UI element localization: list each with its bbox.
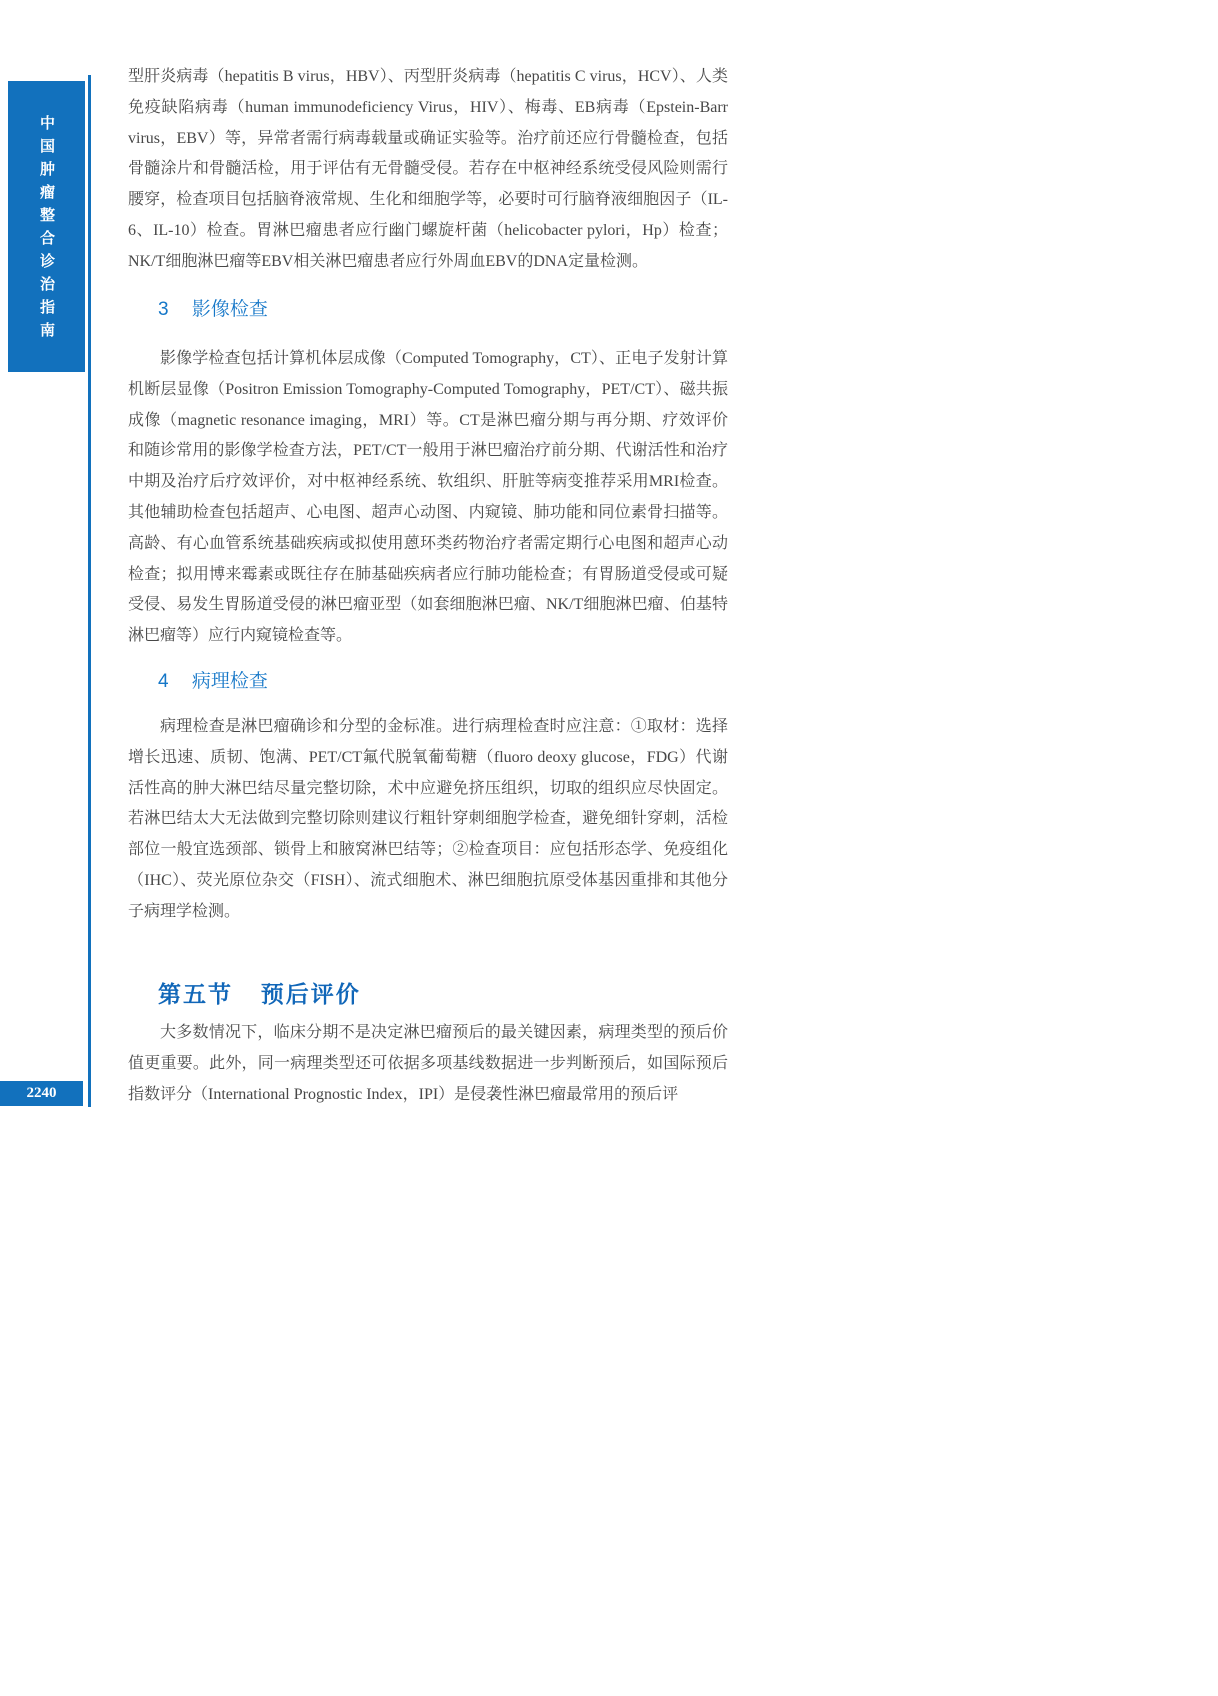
page-number-badge — [0, 1081, 83, 1106]
vertical-divider-rule — [88, 75, 91, 1107]
paragraph-pathology-examination: 病理检查是淋巴瘤确诊和分型的金标准。进行病理检查时应注意：①取材：选择增长迅速、质韧、饱满、PET/CT氟代脱氧葡萄糖（fluoro deoxy glucose，FDG）代谢活性高的肿大淋巴结尽量完整切除，术中应避免挤压组织，切取的组织应尽快固定。若淋巴结太大无法做到完整切除则建议行粗针穿刺细胞学检查，避免细针穿刺，活检部位一般宜选颈部、锁骨上和腋窝淋巴结等；②检查项目：应包括形态学、免疫组化（IHC）、荧光原位杂交（FISH）、流式细胞术、淋巴细胞抗原受体基因重排和其他分子病理学检测。 — [128, 718, 728, 920]
heading-title: 病理检查 — [191, 671, 268, 692]
paragraph-prognosis-evaluation: 大多数情况下，临床分期不是决定淋巴瘤预后的最关键因素，病理类型的预后价值更重要。此外，同一病理类型还可依据多项基线数据进一步判断预后，如国际预后指数评分（International Prognostic Index，IPI）是侵袭性淋巴瘤最常用的预后评 — [128, 1024, 728, 1103]
heading-pathology-examination — [158, 669, 728, 695]
chapter-section-number: 第五节 — [158, 982, 233, 1007]
book-title-banner — [8, 81, 85, 372]
page-number: 2240 — [26, 1085, 57, 1101]
heading-imaging-examination — [158, 297, 728, 323]
paragraph-virus-and-marrow-tests: 型肝炎病毒（hepatitis B virus，HBV）、丙型肝炎病毒（hepatitis C virus，HCV）、人类免疫缺陷病毒（human immunodeficiency Virus，HIV）、梅毒、EB病毒（Epstein-Barr virus，EBV）等，异常者需行病毒载量或确证实验等。治疗前还应行骨髓检查，包括骨髓涂片和骨髓活检，用于评估有无骨髓受侵。若存在中枢神经系统受侵风险则需行腰穿，检查项目包括脑脊液常规、生化和细胞学等，必要时可行脑脊液细胞因子（IL-6、IL-10）检查。胃淋巴瘤患者应行幽门螺旋杆菌（helicobacter pylori，Hp）检查；NK/T细胞淋巴瘤等EBV相关淋巴瘤患者应行外周血EBV的DNA定量检测。 — [128, 68, 728, 270]
paragraph-imaging-examination: 影像学检查包括计算机体层成像（Computed Tomography，CT）、正电子发射计算机断层显像（Positron Emission Tomography-Computed Tomography，PET/CT）、磁共振成像（magnetic resonance imaging，MRI）等。CT是淋巴瘤分期与再分期、疗效评价和随诊常用的影像学检查方法，PET/CT一般用于淋巴瘤治疗前分期、代谢活性和治疗中期及治疗后疗效评价，对中枢神经系统、软组织、肝脏等病变推荐采用MRI检查。其他辅助检查包括超声、心电图、超声心动图、内窥镜、肺功能和同位素骨扫描等。高龄、有心血管系统基础疾病或拟使用蒽环类药物治疗者需定期行心电图和超声心动检查；拟用博来霉素或既往存在肺基础疾病者应行肺功能检查；有胃肠道受侵或可疑受侵、易发生胃肠道受侵的淋巴瘤亚型（如套细胞淋巴瘤、NK/T细胞淋巴瘤、伯基特淋巴瘤等）应行内窥镜检查等。 — [128, 350, 728, 645]
chapter-section-title: 预后评价 — [260, 982, 361, 1007]
heading-section5-prognosis-evaluation — [158, 980, 728, 1010]
heading-number: 4 — [158, 671, 169, 692]
heading-number: 3 — [158, 299, 169, 320]
book-title-vertical: 中国肿瘤整合诊治指南 — [38, 115, 55, 345]
heading-title: 影像检查 — [191, 299, 268, 320]
